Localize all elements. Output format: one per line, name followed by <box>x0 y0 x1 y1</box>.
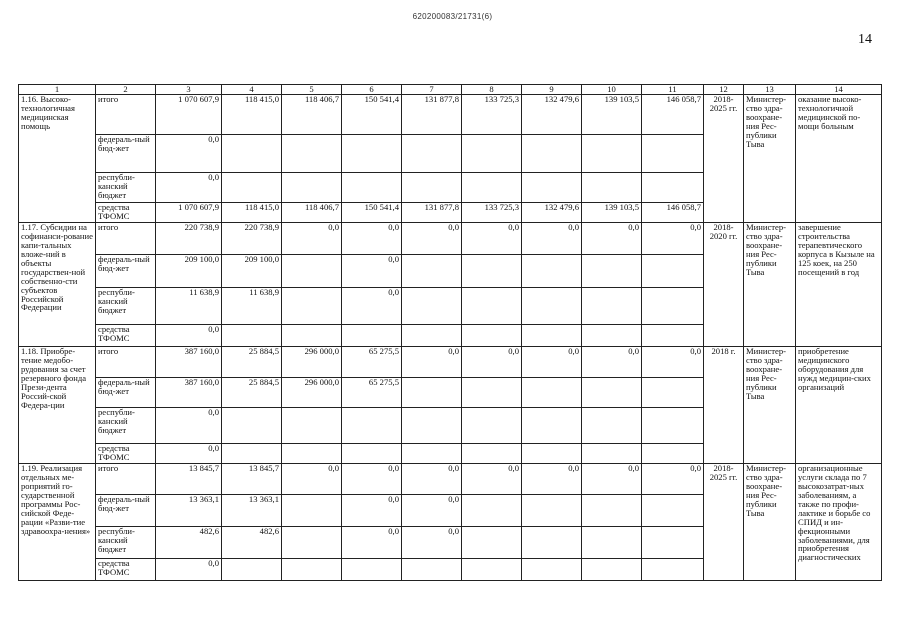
amount-cell: 0,0 <box>342 288 402 325</box>
amount-cell <box>402 135 462 173</box>
amount-cell <box>282 173 342 203</box>
amount-cell: 0,0 <box>402 464 462 495</box>
column-number-cell: 13 <box>744 85 796 95</box>
column-number-cell: 14 <box>796 85 882 95</box>
column-number-cell: 2 <box>96 85 156 95</box>
column-number-cell: 4 <box>222 85 282 95</box>
amount-cell <box>522 408 582 444</box>
amount-cell <box>282 288 342 325</box>
amount-cell <box>222 444 282 464</box>
activity-name: 1.19. Реализация отдельных ме-роприятий го-сударственной программы Рос-сийской Феде-рации «Разви-тие здравоохра-нения» <box>19 464 96 581</box>
amount-cell: 0,0 <box>582 223 642 255</box>
expected-result: завершение строительства терапевтического корпуса в Кызыле на 125 коек, на 250 посещений в год <box>796 223 882 347</box>
amount-cell: 25 884,5 <box>222 347 282 378</box>
amount-cell: 65 275,5 <box>342 378 402 408</box>
expected-result: оказание высоко-технологичной медицинской по-мощи больным <box>796 95 882 223</box>
amount-cell <box>342 173 402 203</box>
amount-cell: 0,0 <box>342 495 402 527</box>
funding-source: итого <box>96 95 156 135</box>
amount-cell: 0,0 <box>402 223 462 255</box>
amount-cell <box>282 527 342 559</box>
amount-cell <box>642 408 704 444</box>
funding-source: итого <box>96 223 156 255</box>
funding-source: средства ТФОМС <box>96 325 156 347</box>
amount-cell <box>582 444 642 464</box>
amount-cell <box>222 559 282 581</box>
amount-cell: 0,0 <box>402 527 462 559</box>
executor: Министер-ство здра-воохране-ния Рес-публики Тыва <box>744 95 796 223</box>
amount-cell: 13 363,1 <box>222 495 282 527</box>
amount-cell: 150 541,4 <box>342 95 402 135</box>
amount-cell: 1 070 607,9 <box>156 203 222 223</box>
amount-cell: 131 877,8 <box>402 203 462 223</box>
amount-cell: 118 415,0 <box>222 203 282 223</box>
amount-cell <box>642 444 704 464</box>
amount-cell <box>582 559 642 581</box>
amount-cell <box>402 173 462 203</box>
amount-cell <box>282 408 342 444</box>
amount-cell <box>462 288 522 325</box>
amount-cell <box>342 559 402 581</box>
period: 2018-2025 гг. <box>704 95 744 223</box>
amount-cell: 0,0 <box>156 173 222 203</box>
expected-result: приобретение медицинского оборудования для нужд медицин-ских организаций <box>796 347 882 464</box>
amount-cell <box>522 135 582 173</box>
amount-cell <box>642 559 704 581</box>
amount-cell: 220 738,9 <box>156 223 222 255</box>
amount-cell <box>462 559 522 581</box>
amount-cell: 0,0 <box>582 464 642 495</box>
table-row <box>19 347 882 378</box>
amount-cell <box>462 495 522 527</box>
amount-cell <box>462 173 522 203</box>
amount-cell: 482,6 <box>222 527 282 559</box>
expected-result: организационные услуги склада по 7 высокозатрат-ных заболеваниям, а также по профи-лактике и борьбе со СПИД и ин-фекционными заболеваниями, для приобретения диагностических <box>796 464 882 581</box>
amount-cell: 0,0 <box>402 495 462 527</box>
amount-cell <box>582 378 642 408</box>
amount-cell <box>282 444 342 464</box>
amount-cell <box>522 527 582 559</box>
amount-cell: 11 638,9 <box>222 288 282 325</box>
amount-cell: 0,0 <box>582 347 642 378</box>
column-number-cell: 3 <box>156 85 222 95</box>
amount-cell: 132 479,6 <box>522 203 582 223</box>
funding-source: федераль-ный бюд-жет <box>96 255 156 288</box>
amount-cell <box>642 255 704 288</box>
funding-source: республи-канский бюджет <box>96 173 156 203</box>
table-row <box>19 464 882 495</box>
amount-cell <box>462 135 522 173</box>
amount-cell: 0,0 <box>642 223 704 255</box>
funding-source: итого <box>96 347 156 378</box>
amount-cell <box>282 495 342 527</box>
funding-source: средства ТФОМС <box>96 203 156 223</box>
amount-cell: 0,0 <box>156 408 222 444</box>
activity-name: 1.18. Приобре-тение медобо-рудования за счет резервного фонда Прези-дента Россий-ской Федера-ции <box>19 347 96 464</box>
amount-cell <box>582 255 642 288</box>
amount-cell: 0,0 <box>522 347 582 378</box>
funding-source: федераль-ный бюд-жет <box>96 495 156 527</box>
amount-cell: 0,0 <box>522 464 582 495</box>
amount-cell <box>582 527 642 559</box>
amount-cell <box>462 444 522 464</box>
amount-cell <box>642 527 704 559</box>
amount-cell <box>642 135 704 173</box>
executor: Министер-ство здра-воохране-ния Рес-публики Тыва <box>744 223 796 347</box>
amount-cell: 0,0 <box>156 444 222 464</box>
amount-cell <box>342 135 402 173</box>
amount-cell: 150 541,4 <box>342 203 402 223</box>
amount-cell: 133 725,3 <box>462 95 522 135</box>
funding-source: федераль-ный бюд-жет <box>96 135 156 173</box>
amount-cell: 0,0 <box>462 347 522 378</box>
amount-cell: 139 103,5 <box>582 203 642 223</box>
funding-source: федераль-ный бюд-жет <box>96 378 156 408</box>
amount-cell: 118 406,7 <box>282 203 342 223</box>
amount-cell <box>342 325 402 347</box>
funding-source: итого <box>96 464 156 495</box>
amount-cell: 118 406,7 <box>282 95 342 135</box>
amount-cell <box>582 325 642 347</box>
activity-name: 1.17. Субсидии на софинанси-рование капи-тальных вложе-ний в объекты государствен-ной собственно-сти субъектов Российской Федерации <box>19 223 96 347</box>
amount-cell <box>462 378 522 408</box>
amount-cell: 11 638,9 <box>156 288 222 325</box>
amount-cell <box>462 408 522 444</box>
amount-cell: 131 877,8 <box>402 95 462 135</box>
funding-source: средства ТФОМС <box>96 559 156 581</box>
amount-cell <box>402 288 462 325</box>
amount-cell <box>642 288 704 325</box>
amount-cell: 139 103,5 <box>582 95 642 135</box>
column-number-cell: 12 <box>704 85 744 95</box>
amount-cell <box>522 559 582 581</box>
amount-cell <box>462 325 522 347</box>
amount-cell <box>222 325 282 347</box>
amount-cell <box>582 173 642 203</box>
amount-cell <box>642 325 704 347</box>
column-number-cell: 10 <box>582 85 642 95</box>
funding-source: средства ТФОМС <box>96 444 156 464</box>
amount-cell: 0,0 <box>282 223 342 255</box>
amount-cell <box>462 527 522 559</box>
amount-cell: 0,0 <box>642 464 704 495</box>
amount-cell <box>522 288 582 325</box>
amount-cell: 0,0 <box>156 325 222 347</box>
amount-cell: 13 845,7 <box>156 464 222 495</box>
amount-cell: 65 275,5 <box>342 347 402 378</box>
amount-cell: 387 160,0 <box>156 347 222 378</box>
amount-cell: 13 845,7 <box>222 464 282 495</box>
period: 2018-2025 гг. <box>704 464 744 581</box>
column-number-cell: 7 <box>402 85 462 95</box>
amount-cell: 0,0 <box>402 347 462 378</box>
amount-cell <box>522 495 582 527</box>
amount-cell: 0,0 <box>642 347 704 378</box>
amount-cell <box>642 378 704 408</box>
amount-cell <box>522 444 582 464</box>
budget-table <box>18 84 882 581</box>
executor: Министер-ство здра-воохране-ния Рес-публики Тыва <box>744 464 796 581</box>
amount-cell: 13 363,1 <box>156 495 222 527</box>
amount-cell: 209 100,0 <box>222 255 282 288</box>
amount-cell <box>222 135 282 173</box>
funding-source: республи-канский бюджет <box>96 408 156 444</box>
amount-cell <box>522 255 582 288</box>
column-number-row <box>19 85 882 95</box>
period: 2018 г. <box>704 347 744 464</box>
column-number-cell: 9 <box>522 85 582 95</box>
amount-cell <box>282 325 342 347</box>
amount-cell <box>222 173 282 203</box>
amount-cell: 0,0 <box>342 255 402 288</box>
column-number-cell: 6 <box>342 85 402 95</box>
amount-cell: 296 000,0 <box>282 347 342 378</box>
column-number-cell: 1 <box>19 85 96 95</box>
amount-cell <box>342 408 402 444</box>
amount-cell: 209 100,0 <box>156 255 222 288</box>
amount-cell: 482,6 <box>156 527 222 559</box>
amount-cell <box>282 135 342 173</box>
table-row <box>19 223 882 255</box>
amount-cell <box>402 408 462 444</box>
amount-cell: 0,0 <box>342 527 402 559</box>
amount-cell: 0,0 <box>462 464 522 495</box>
amount-cell <box>582 135 642 173</box>
amount-cell: 0,0 <box>342 464 402 495</box>
amount-cell: 387 160,0 <box>156 378 222 408</box>
funding-source: республи-канский бюджет <box>96 288 156 325</box>
amount-cell <box>462 255 522 288</box>
amount-cell: 296 000,0 <box>282 378 342 408</box>
amount-cell: 146 058,7 <box>642 95 704 135</box>
amount-cell <box>522 173 582 203</box>
amount-cell: 1 070 607,9 <box>156 95 222 135</box>
amount-cell <box>582 408 642 444</box>
amount-cell: 25 884,5 <box>222 378 282 408</box>
column-number-cell: 8 <box>462 85 522 95</box>
amount-cell <box>582 288 642 325</box>
page-number: 14 <box>858 32 872 47</box>
amount-cell <box>582 495 642 527</box>
amount-cell: 0,0 <box>342 223 402 255</box>
amount-cell: 220 738,9 <box>222 223 282 255</box>
amount-cell <box>642 495 704 527</box>
amount-cell: 146 058,7 <box>642 203 704 223</box>
amount-cell: 0,0 <box>156 135 222 173</box>
column-number-cell: 5 <box>282 85 342 95</box>
amount-cell <box>282 559 342 581</box>
document-id: 620200083/21731(6) <box>412 12 493 21</box>
amount-cell <box>342 444 402 464</box>
amount-cell: 132 479,6 <box>522 95 582 135</box>
amount-cell <box>222 408 282 444</box>
amount-cell <box>402 325 462 347</box>
activity-name: 1.16. Высоко-технологичная медицинская помощь <box>19 95 96 223</box>
amount-cell <box>522 378 582 408</box>
amount-cell <box>402 559 462 581</box>
amount-cell <box>402 444 462 464</box>
amount-cell: 0,0 <box>462 223 522 255</box>
amount-cell: 0,0 <box>282 464 342 495</box>
amount-cell: 0,0 <box>522 223 582 255</box>
amount-cell <box>282 255 342 288</box>
amount-cell <box>642 173 704 203</box>
amount-cell <box>402 378 462 408</box>
amount-cell: 133 725,3 <box>462 203 522 223</box>
period: 2018-2020 гг. <box>704 223 744 347</box>
column-number-cell: 11 <box>642 85 704 95</box>
funding-source: республи-канский бюджет <box>96 527 156 559</box>
executor: Министер-ство здра-воохране-ния Рес-публики Тыва <box>744 347 796 464</box>
amount-cell <box>522 325 582 347</box>
amount-cell <box>402 255 462 288</box>
amount-cell: 0,0 <box>156 559 222 581</box>
table-row <box>19 95 882 135</box>
amount-cell: 118 415,0 <box>222 95 282 135</box>
